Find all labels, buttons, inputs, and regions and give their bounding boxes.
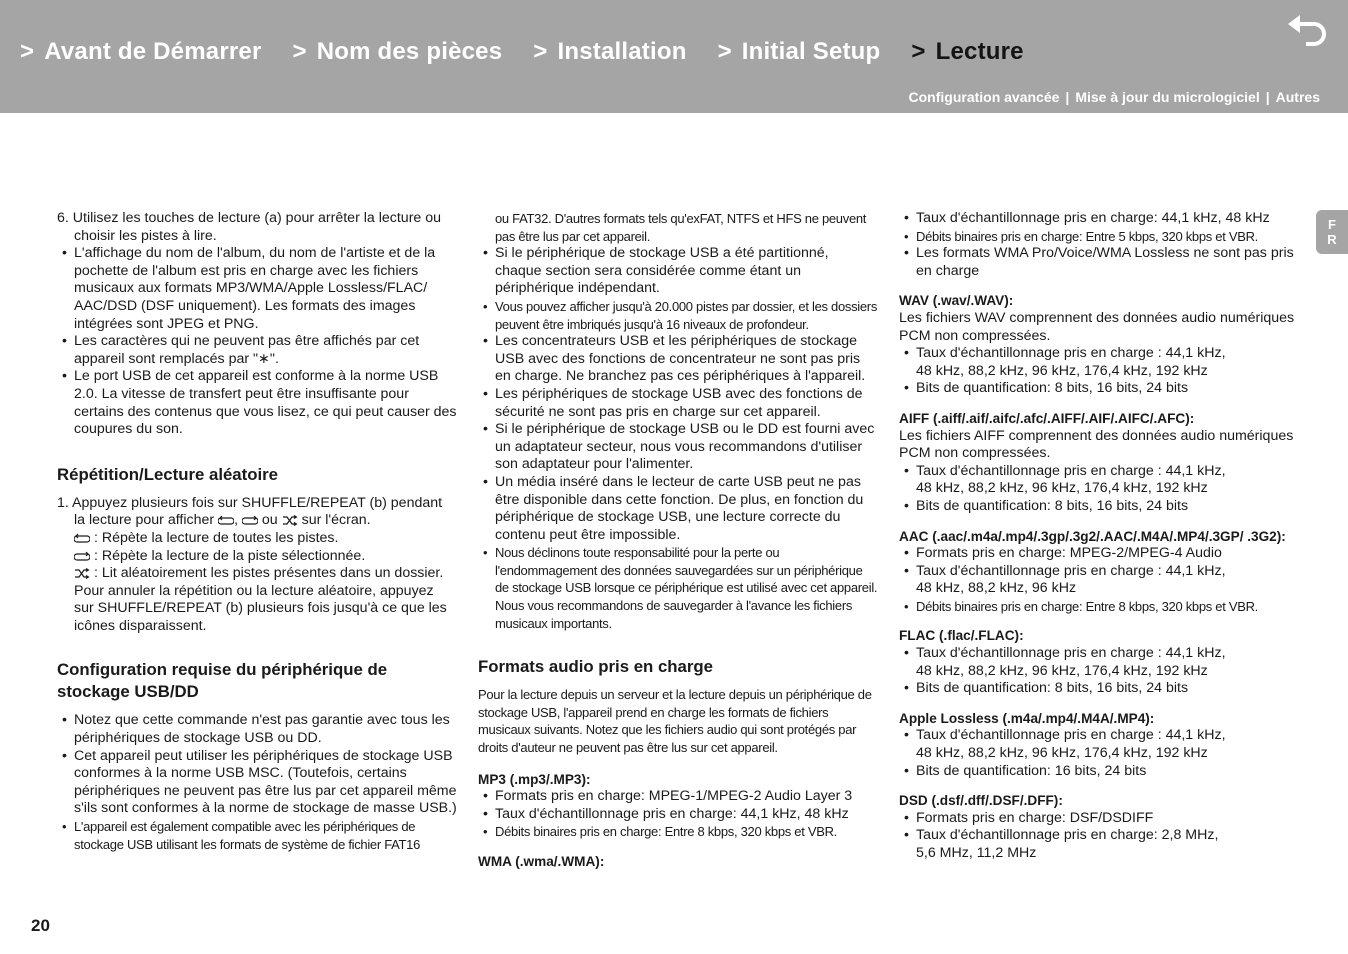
list-item: • Taux d'échantillonnage pris en charge : 44,1 kHz,	[899, 727, 1299, 745]
repeat-all-icon	[218, 515, 234, 526]
list-item: • Taux d'échantillonnage pris en charge : 44,1 kHz,	[899, 463, 1299, 481]
nav-label: Nom des pièces	[316, 38, 503, 65]
subnav-autres[interactable]: Autres	[1275, 89, 1320, 105]
repeat-instruction-end: sur l'écran.	[301, 512, 371, 529]
formats-heading: Formats audio pris en charge	[478, 657, 713, 677]
chevron-icon: >	[20, 38, 35, 65]
list-item: • Si le périphérique de stockage USB a été partitionné, chaque section sera considérée comme étant un périphérique indépendant.	[478, 245, 878, 298]
aiff-title: AIFF (.aiff/.aif/.aifc/.afc/.AIFF/.AIF/.AIFC/.AFC):	[899, 410, 1195, 426]
chevron-icon: >	[533, 38, 548, 65]
nav-label: Initial Setup	[741, 38, 881, 65]
subnav-configuration-avancee[interactable]: Configuration avancée	[908, 89, 1060, 105]
list-item: • Le port USB de cet appareil est conforme à la norme USB 2.0. La vitesse de transfert peut être insuffisante pour certains des contenus que vous lisez, ce qui peut causer des coupures du son.	[57, 368, 457, 438]
nav-installation[interactable]	[533, 38, 686, 66]
subnav-separator: |	[1065, 89, 1070, 105]
list-item: • Bits de quantification: 8 bits, 16 bits, 24 bits	[899, 380, 1299, 398]
list-item: • Taux d'échantillonnage pris en charge : 44,1 kHz,	[899, 645, 1299, 663]
cancel-text: Pour annuler la répétition ou la lecture aléatoire, appuyez sur SHUFFLE/REPEAT (b) plusieurs fois jusqu'à ce que les icônes disparaissent.	[74, 582, 447, 634]
list-item: • Formats pris en charge: MPEG-2/MPEG-4 Audio	[899, 545, 1299, 563]
list-item: • Taux d'échantillonnage pris en charge: 44,1 kHz, 48 kHz	[899, 210, 1299, 228]
repeat-one-line	[57, 548, 457, 566]
nav-nom-des-pieces[interactable]	[293, 38, 503, 66]
mp3-title: MP3 (.mp3/.MP3):	[478, 771, 591, 787]
list-item: • L'affichage du nom de l'album, du nom de l'artiste et de la pochette de l'album est pris en charge avec les fichiers musicaux aux formats MP3/WMA/Apple Lossless/FLAC/ AAC/DSD (DSF uniquement). Les formats des images intégrées sont JPEG et PNG.	[57, 245, 457, 333]
lang-letter: F	[1328, 217, 1336, 232]
repeat-one-icon	[74, 551, 90, 562]
list-item: • Un média inséré dans le lecteur de carte USB peut ne pas être disponible dans cette fonction. De plus, en fonction du périphérique de stockage USB, une lecture correcte du contenu peut être impossible.	[478, 474, 878, 544]
list-item: • Notez que cette commande n'est pas garantie avec tous les périphériques de stockage USB ou DD.	[57, 712, 457, 747]
list-item: • Taux d'échantillonnage pris en charge : 44,1 kHz,	[899, 563, 1299, 581]
or-text: ou	[261, 512, 278, 529]
column-3	[899, 210, 1299, 863]
list-item: • Les formats WMA Pro/Voice/WMA Lossless ne sont pas pris en charge	[899, 245, 1299, 280]
aiff-desc: Les fichiers AIFF comprennent des données audio numériques PCM non compressées.	[899, 427, 1294, 462]
repeat-heading: Répétition/Lecture aléatoire	[57, 464, 279, 484]
list-item-continued: 48 kHz, 88,2 kHz, 96 kHz	[916, 580, 1077, 597]
column-2	[478, 210, 878, 871]
step-6: 6. Utilisez les touches de lecture (a) pour arrêter la lecture ou choisir les pistes à lire.	[57, 210, 442, 244]
list-item: • Les périphériques de stockage USB avec des fonctions de sécurité ne sont pas pris en charge sur cet appareil.	[478, 386, 878, 421]
chevron-icon: >	[717, 38, 732, 65]
list-item: • Bits de quantification: 16 bits, 24 bits	[899, 763, 1299, 781]
list-item: • Taux d'échantillonnage pris en charge : 44,1 kHz,	[899, 345, 1299, 363]
flac-title: FLAC (.flac/.FLAC):	[899, 628, 1024, 644]
nav-avant-de-demarrer[interactable]	[20, 38, 262, 66]
lang-letter: R	[1327, 232, 1337, 247]
repeat-all-line	[57, 530, 457, 548]
repeat-step-1	[57, 495, 457, 636]
shuffle-line	[57, 565, 457, 583]
list-item-continued: 48 kHz, 88,2 kHz, 96 kHz, 176,4 kHz, 192 kHz	[916, 480, 1208, 497]
repeat-one-text: : Répète la lecture de la piste sélectionnée.	[93, 547, 366, 564]
usb-heading: Configuration requise du périphérique de stockage USB/DD	[57, 660, 388, 702]
wma-title: WMA (.wma/.WMA):	[478, 854, 605, 869]
repeat-instruction: 1. Appuyez plusieurs fois sur SHUFFLE/REPEAT (b) pendant la lecture pour afficher , ou sur l'écran.	[57, 494, 443, 529]
nav-label: Avant de Démarrer	[44, 38, 262, 65]
list-item: • Si le périphérique de stockage USB ou le DD est fourni avec un adaptateur secteur, nous vous recommandons d'utiliser son adaptateur pour l'alimenter.	[478, 421, 878, 474]
header-bar	[0, 0, 1348, 113]
list-item: • Débits binaires pris en charge: Entre 5 kbps, 320 kbps et VBR.	[899, 228, 1299, 246]
wav-desc: Les fichiers WAV comprennent des données audio numériques PCM non compressées.	[899, 309, 1295, 344]
nav-initial-setup[interactable]	[718, 38, 881, 66]
list-item: • Les caractères qui ne peuvent pas être affichés par cet appareil sont remplacés par "∗".	[57, 333, 457, 368]
list-item: • Les concentrateurs USB et les périphériques de stockage USB avec des fonctions de concentrateur ne sont pas pris en charge. Ne branchez pas ces périphériques à l'appareil.	[478, 333, 878, 386]
chevron-icon: >	[292, 38, 307, 65]
back-arrow-icon[interactable]	[1284, 12, 1332, 52]
list-item: • Bits de quantification: 8 bits, 16 bits, 24 bits	[899, 680, 1299, 698]
alac-title: Apple Lossless (.m4a/.mp4/.M4A/.MP4):	[899, 710, 1155, 726]
subnav-separator: |	[1265, 89, 1270, 105]
wav-title: WAV (.wav/.WAV):	[899, 293, 1014, 309]
aac-title: AAC (.aac/.m4a/.mp4/.3gp/.3g2/.AAC/.M4A/.MP4/.3GP/ .3G2):	[899, 528, 1286, 544]
main-nav	[20, 38, 1055, 66]
repeat-one-icon	[242, 515, 258, 526]
list-item: • Nous déclinons toute responsabilité pour la perte ou l'endommagement des données sauvegardées sur un périphérique de stockage USB lorsque ce périphérique est utilisé avec cet appareil. Nous vous recommandons de sauvegarder à l'avance les fichiers musicaux importants.	[478, 544, 878, 632]
list-item-continued: ou FAT32. D'autres formats tels qu'exFAT, NTFS et HFS ne peuvent pas être lus par cet appareil.	[495, 211, 867, 244]
shuffle-icon	[282, 515, 298, 526]
list-item: • Formats pris en charge: MPEG-1/MPEG-2 Audio Layer 3	[478, 788, 878, 806]
repeat-instruction-text: 1. Appuyez plusieurs fois sur SHUFFLE/REPEAT (b) pendant la lecture pour afficher	[57, 494, 443, 529]
nav-lecture[interactable]	[911, 38, 1023, 66]
list-item: • L'appareil est également compatible avec les périphériques de stockage USB utilisant les formats de système de fichier FAT16	[57, 818, 457, 853]
subnav-mise-a-jour[interactable]: Mise à jour du micrologiciel	[1075, 89, 1260, 105]
chevron-icon: >	[911, 38, 926, 65]
repeat-all-icon	[74, 533, 90, 544]
nav-label: Installation	[557, 38, 687, 65]
list-item: • Taux d'échantillonnage pris en charge: 44,1 kHz, 48 kHz	[478, 806, 878, 824]
language-tab	[1316, 210, 1348, 254]
list-item-continued: 5,6 MHz, 11,2 MHz	[916, 845, 1037, 861]
dsd-title: DSD (.dsf/.dff/.DSF/.DFF):	[899, 793, 1063, 809]
list-item-continued: 48 kHz, 88,2 kHz, 96 kHz, 176,4 kHz, 192 kHz	[916, 745, 1208, 762]
list-item-continued: 48 kHz, 88,2 kHz, 96 kHz, 176,4 kHz, 192 kHz	[916, 362, 1208, 379]
sub-nav	[909, 89, 1321, 105]
list-item: • Formats pris en charge: DSF/DSDIFF	[899, 810, 1299, 828]
list-item: • Taux d'échantillonnage pris en charge: 2,8 MHz,	[899, 827, 1299, 845]
list-item: • Cet appareil peut utiliser les périphériques de stockage USB conformes à la norme USB MSC. (Toutefois, certains périphériques ne peuvent pas être lus par cet appareil même s'ils sont conformes à la norme de stockage de masse USB.)	[57, 748, 457, 818]
list-item: • Bits de quantification: 8 bits, 16 bits, 24 bits	[899, 498, 1299, 516]
repeat-all-text: : Répète la lecture de toutes les pistes.	[93, 529, 339, 546]
nav-label: Lecture	[935, 38, 1024, 65]
list-item: • Vous pouvez afficher jusqu'à 20.000 pistes par dossier, et les dossiers peuvent être imbriqués jusqu'à 16 niveaux de profondeur.	[478, 298, 878, 333]
shuffle-icon	[74, 568, 90, 579]
page-number: 20	[31, 916, 50, 935]
column-1	[57, 210, 457, 853]
shuffle-text: : Lit aléatoirement les pistes présentes dans un dossier.	[93, 565, 444, 582]
list-item: • Débits binaires pris en charge: Entre 8 kbps, 320 kbps et VBR.	[478, 823, 878, 841]
list-item: • Débits binaires pris en charge: Entre 8 kbps, 320 kbps et VBR.	[899, 598, 1299, 616]
list-item-continued: 48 kHz, 88,2 kHz, 96 kHz, 176,4 kHz, 192 kHz	[916, 662, 1208, 679]
formats-intro: Pour la lecture depuis un serveur et la lecture depuis un périphérique de stockage USB, l'appareil prend en charge les formats de fichiers musicaux suivants. Notez que les fichiers audio qui sont protégés par droits d'auteur ne peuvent pas être lus sur cet appareil.	[478, 687, 872, 756]
